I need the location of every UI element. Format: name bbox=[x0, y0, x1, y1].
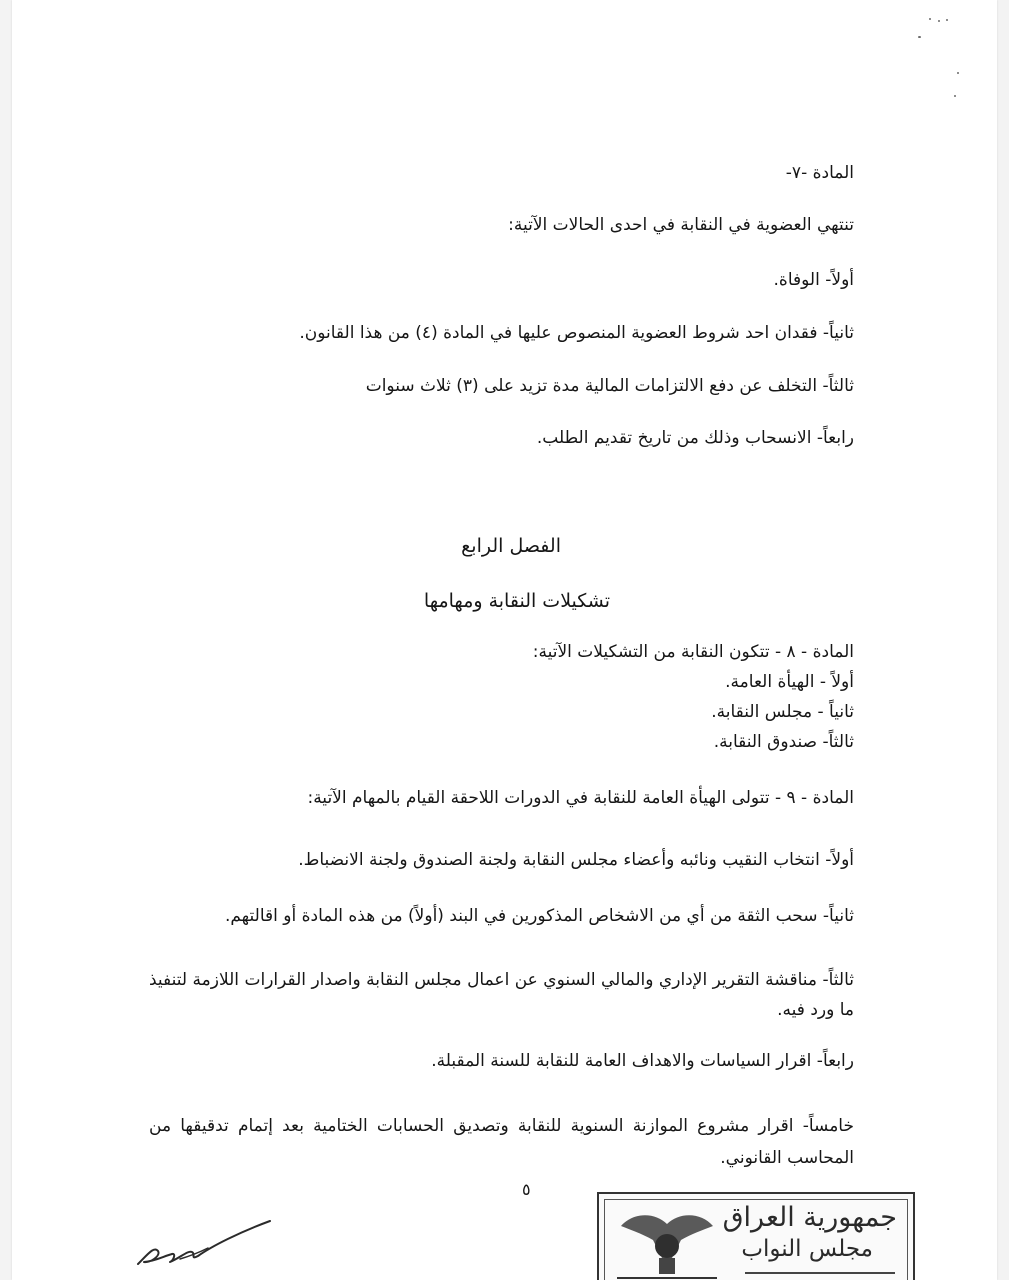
stamp-rule bbox=[745, 1272, 895, 1274]
article9-item: رابعاً- اقرار السياسات والاهداف العامة للنقابة للسنة المقبلة. bbox=[431, 1051, 854, 1071]
article7-item: أولاً- الوفاة. bbox=[773, 270, 854, 290]
article7-item: ثانياً- فقدان احد شروط العضوية المنصوص عليها في المادة (٤) من هذا القانون. bbox=[299, 323, 854, 343]
stamp-line2: مجلس النواب bbox=[741, 1236, 873, 1262]
article9-item: خامساً- اقرار مشروع الموازنة السنوية للنقابة وتصديق الحسابات الختامية بعد إتمام تدقيقها من المحاسب القانوني. bbox=[149, 1116, 854, 1168]
chapter-subheading: تشكيلات النقابة ومهامها bbox=[423, 590, 610, 612]
article9-intro: المادة - ٩ - تتولى الهيأة العامة للنقابة في الدورات اللاحقة القيام بالمهام الآتية: bbox=[307, 788, 854, 808]
official-stamp bbox=[597, 1192, 915, 1280]
article9-item: ثالثاً- مناقشة التقرير الإداري والمالي السنوي عن اعمال مجلس النقابة واصدار القرارات اللازمة لتنفيذ ما ورد فيه. bbox=[149, 970, 854, 1020]
article7-intro: تنتهي العضوية في النقابة في احدى الحالات الآتية: bbox=[508, 215, 854, 235]
article9-item: ثانياً- سحب الثقة من أي من الاشخاص المذكورين في البند (أولاً) من هذه المادة أو اقالتهم. bbox=[224, 906, 854, 926]
article8-item: ثالثاً- صندوق النقابة. bbox=[713, 732, 854, 752]
stamp-line1: جمهورية العراق bbox=[722, 1202, 897, 1233]
scan-speck bbox=[938, 20, 940, 22]
scan-speck bbox=[929, 18, 931, 20]
chapter-heading: الفصل الرابع bbox=[461, 535, 561, 557]
scan-speck bbox=[954, 95, 956, 97]
article8-intro: المادة - ٨ - تتكون النقابة من التشكيلات الآتية: bbox=[532, 642, 854, 662]
scan-speck bbox=[918, 36, 921, 38]
article9-item: أولاً- انتخاب النقيب ونائبه وأعضاء مجلس النقابة ولجنة الصندوق ولجنة الانضباط. bbox=[298, 850, 854, 870]
paper-sheet bbox=[12, 0, 997, 1280]
eagle-emblem-icon bbox=[611, 1204, 723, 1280]
article7-item: رابعاً- الانسحاب وذلك من تاريخ تقديم الطلب. bbox=[536, 428, 854, 448]
article8-item: أولاً - الهيأة العامة. bbox=[725, 672, 854, 692]
scan-speck bbox=[946, 19, 948, 21]
article8-item: ثانياً - مجلس النقابة. bbox=[711, 702, 854, 722]
signature bbox=[136, 1218, 272, 1270]
article7-title: المادة -٧- bbox=[785, 163, 854, 183]
scan-speck bbox=[957, 72, 959, 74]
article7-item: ثالثاً- التخلف عن دفع الالتزامات المالية مدة تزيد على (٣) ثلاث سنوات bbox=[365, 376, 854, 396]
page-number: ٥ bbox=[522, 1180, 531, 1199]
